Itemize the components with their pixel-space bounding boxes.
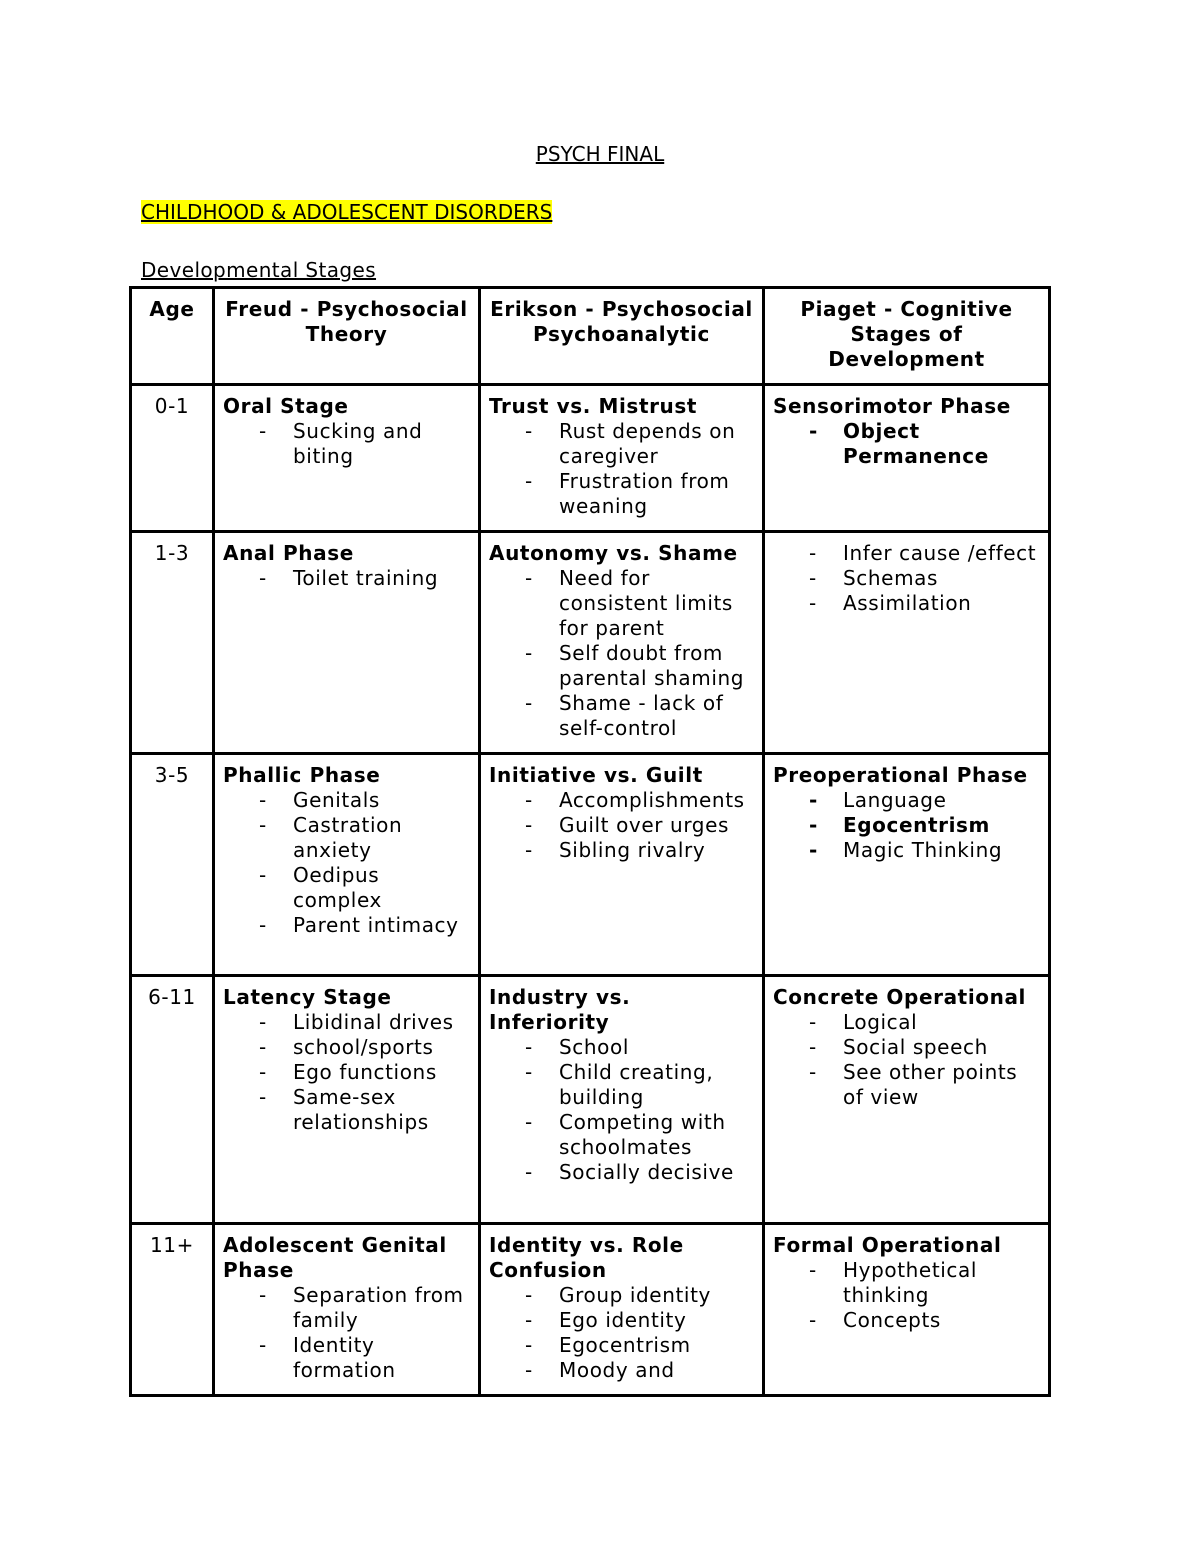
list-item: - Ego functions [223,1060,470,1085]
stage-name: Formal Operational [773,1233,1002,1257]
age-cell: 3-5 [131,754,214,976]
list-item: - Parent intimacy [223,913,470,938]
header-freud: Freud - Psychosocial Theory [214,288,480,385]
list-item: - Ego identity [489,1308,754,1333]
list-item: - Logical [773,1010,1040,1035]
table-caption: Developmental Stages [141,258,377,282]
list-item: - Frustration from weaning [489,469,754,519]
stage-name: Oral Stage [223,394,349,418]
list-item: - Genitals [223,788,470,813]
list-item: - Assimilation [773,591,1040,616]
list-item: - Hypothetical thinking [773,1258,1040,1308]
list-item: - Toilet training [223,566,470,591]
stage-name: Sensorimotor Phase [773,394,1011,418]
list-item: - School [489,1035,754,1060]
list-item: - Child creating, building [489,1060,754,1110]
freud-cell [214,1224,480,1396]
point-list [223,1010,470,1135]
stage-name: Identity vs. Role Confusion [489,1233,684,1282]
list-item: - Infer cause /effect [773,541,1040,566]
list-item: - Libidinal drives [223,1010,470,1035]
list-item: - Socially decisive [489,1160,754,1185]
list-item: - See other points of view [773,1060,1040,1110]
point-list [489,566,754,741]
list-item: - Shame - lack of self-control [489,691,754,741]
point-list [489,419,754,519]
list-item: - Group identity [489,1283,754,1308]
erikson-cell [480,385,764,532]
table-row [131,754,1050,976]
list-item: - Oedipus complex [223,863,470,913]
section-heading [141,200,552,224]
list-item: - Same-sex relationships [223,1085,470,1135]
point-list [489,788,754,863]
list-item: - Self doubt from parental shaming [489,641,754,691]
freud-cell [214,976,480,1224]
stage-name: Initiative vs. Guilt [489,763,703,787]
list-item: - Schemas [773,566,1040,591]
list-item: - Rust depends on caregiver [489,419,754,469]
stage-name: Anal Phase [223,541,354,565]
list-item: - Magic Thinking [773,838,1040,863]
point-list [223,788,470,938]
age-cell: 0-1 [131,385,214,532]
list-item: - Sucking and biting [223,419,470,469]
table-row [131,532,1050,754]
header-erikson: Erikson - Psychosocial Psychoanalytic [480,288,764,385]
list-item: - Accomplishments [489,788,754,813]
point-list [223,1283,470,1383]
age-cell: 6-11 [131,976,214,1224]
point-list [773,541,1040,616]
point-list [773,1258,1040,1333]
erikson-cell [480,976,764,1224]
list-item: - Separation from family [223,1283,470,1333]
stage-name: Industry vs. Inferiority [489,985,631,1034]
erikson-cell [480,532,764,754]
stage-name: Autonomy vs. Shame [489,541,738,565]
list-item: - Competing with schoolmates [489,1110,754,1160]
list-item: - school/sports [223,1035,470,1060]
table-row [131,976,1050,1224]
freud-cell [214,385,480,532]
piaget-cell [764,385,1050,532]
piaget-cell [764,754,1050,976]
list-item: - Concepts [773,1308,1040,1333]
header-age: Age [131,288,214,385]
point-list [773,419,1040,469]
point-list [489,1283,754,1383]
table-row [131,1224,1050,1396]
piaget-cell [764,532,1050,754]
header-piaget: Piaget - Cognitive Stages of Development [764,288,1050,385]
point-list [773,788,1040,863]
list-item: - Need for consistent limits for parent [489,566,754,641]
stage-name: Phallic Phase [223,763,381,787]
erikson-cell [480,1224,764,1396]
stage-name: Preoperational Phase [773,763,1028,787]
list-item: - Egocentrism [773,813,1040,838]
list-item: - Moody and [489,1358,754,1383]
list-item: - Object Permanence [773,419,1040,469]
piaget-cell [764,1224,1050,1396]
point-list [489,1035,754,1185]
stage-name: Concrete Operational [773,985,1027,1009]
list-item: - Social speech [773,1035,1040,1060]
highlighted-heading-text: CHILDHOOD & ADOLESCENT DISORDERS [141,200,553,224]
freud-cell [214,754,480,976]
list-item: - Castration anxiety [223,813,470,863]
stage-name: Adolescent Genital Phase [223,1233,447,1282]
table-header-row [131,288,1050,385]
document-title: PSYCH FINAL [535,142,665,166]
table-row [131,385,1050,532]
age-cell: 11+ [131,1224,214,1396]
stage-name: Trust vs. Mistrust [489,394,698,418]
piaget-cell [764,976,1050,1224]
developmental-stages-table [129,286,1051,1397]
list-item: - Language [773,788,1040,813]
list-item: - Egocentrism [489,1333,754,1358]
point-list [223,566,470,591]
list-item: - Identity formation [223,1333,470,1383]
stage-name: Latency Stage [223,985,392,1009]
erikson-cell [480,754,764,976]
point-list [223,419,470,469]
freud-cell [214,532,480,754]
point-list [773,1010,1040,1110]
list-item: - Sibling rivalry [489,838,754,863]
age-cell: 1-3 [131,532,214,754]
list-item: - Guilt over urges [489,813,754,838]
